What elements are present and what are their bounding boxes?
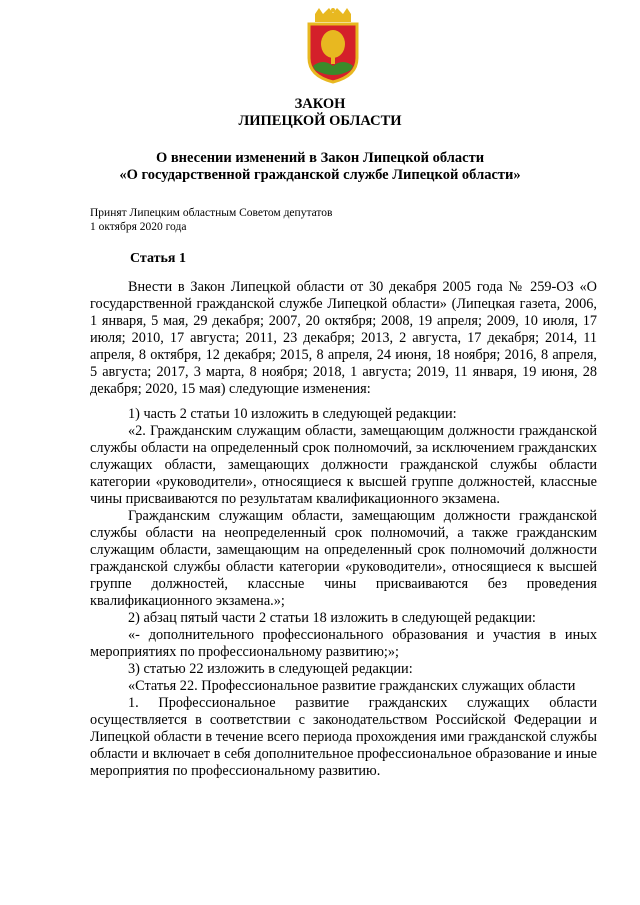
law-heading: ЗАКОН: [294, 96, 346, 112]
article-paragraph: 3) статью 22 изложить в следующей редакции:: [128, 661, 413, 677]
region-heading: ЛИПЕЦКОЙ ОБЛАСТИ: [238, 113, 402, 129]
article-paragraph: «- дополнительного профессионального образования и участия в иных мероприятиях по профессиональному развитию;»;: [90, 627, 597, 660]
article-paragraph: 1. Профессиональное развитие гражданских служащих области осуществляется в соответствии с законодательством Российской Федерации и Липецкой области в течение всего периода прохождения ими гражданской службы области и включает в себя дополнительное профессиональное образование и иные мероприятия по профессиональному развитию.: [90, 695, 597, 779]
law-subtitle-line-2: «О государственной гражданской службе Липецкой области»: [119, 167, 521, 183]
article-title: Статья 1: [130, 251, 186, 266]
law-subtitle-line-1: О внесении изменений в Закон Липецкой области: [155, 150, 485, 166]
article-body: [90, 279, 597, 780]
article-paragraph: 2) абзац пятый части 2 статьи 18 изложить в следующей редакции:: [128, 610, 536, 626]
article-paragraph: «2. Гражданским служащим области, замещающим должности гражданской службы области на определенный срок полномочий, за исключением гражданских служащих области, замещающих должности гражданской службы области категории «руководители», относящиеся к высшей группе должностей, классные чины присваиваются по результатам квалификационного экзамена.: [90, 423, 597, 507]
article-paragraph: «Статья 22. Профессиональное развитие гражданских служащих области: [128, 678, 576, 694]
article-paragraph: Внести в Закон Липецкой области от 30 декабря 2005 года № 259-ОЗ «О государственной гражданской службе Липецкой области» (Липецкая газета, 2006, 1 января, 5 мая, 29 декабря; 2007, 20 октября; 2008, 19 апреля; 2009, 10 июля, 17 июля; 2010, 17 августа; 2011, 23 декабря; 2013, 2 августа, 17 декабря; 2014, 11 апреля, 8 октября, 12 декабря; 2015, 8 апреля, 24 июня, 18 ноября; 2016, 8 апреля, 5 августа; 2017, 3 марта, 8 ноября; 2018, 1 августа; 2019, 11 января, 19 июня, 28 декабря; 2020, 15 мая) следующие изменения:: [90, 279, 597, 397]
adoption-body: Принят Липецким областным Советом депутатов: [90, 207, 333, 219]
article-paragraph: Гражданским служащим области, замещающим должности гражданской службы области на неопределенный срок полномочий, а также гражданским служащим области, замещающим на определенный срок полномочий должности гражданской службы области категории «руководители», относящиеся к высшей группе должностей, классные чины присваиваются без проведения квалификационного экзамена.»;: [90, 508, 597, 609]
article-paragraph: 1) часть 2 статьи 10 изложить в следующей редакции:: [128, 406, 457, 422]
adoption-date: 1 октября 2020 года: [90, 221, 187, 233]
lipetsk-coat-of-arms-icon: [301, 8, 365, 84]
